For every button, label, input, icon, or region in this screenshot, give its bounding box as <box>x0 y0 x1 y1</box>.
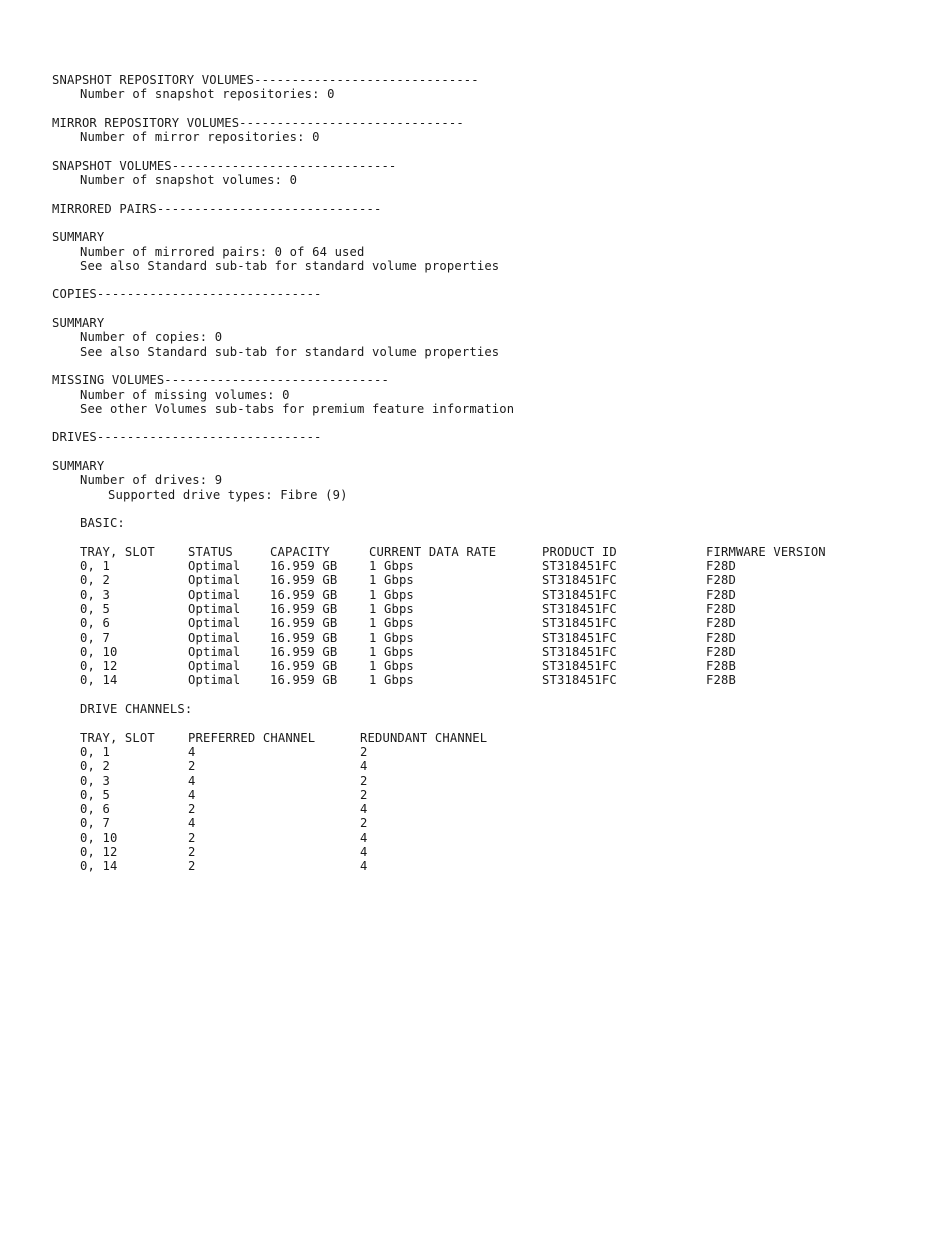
table-cell: F28D <box>706 644 736 659</box>
table-cell: Optimal <box>188 630 241 645</box>
table-cell: 16.959 GB <box>270 587 338 602</box>
table-cell: 2 <box>188 845 196 860</box>
table-cell: F28B <box>706 673 736 688</box>
table-cell: 2 <box>360 773 368 788</box>
table-cell: Optimal <box>188 559 241 574</box>
table-cell: 2 <box>360 816 368 831</box>
table-cell: 1 Gbps <box>369 573 414 588</box>
table-cell: 1 Gbps <box>369 659 414 674</box>
table-row <box>80 802 932 816</box>
column-header: CURRENT DATA RATE <box>369 544 497 559</box>
table-cell: 2 <box>188 859 196 874</box>
table-cell: F28D <box>706 573 736 588</box>
table-cell: 2 <box>360 787 368 802</box>
drive-channels-label: DRIVE CHANNELS: <box>80 702 193 717</box>
table-cell: F28D <box>706 559 736 574</box>
table-cell: 0, 5 <box>80 601 110 616</box>
table-row <box>80 759 932 773</box>
table-cell: 0, 7 <box>80 816 110 831</box>
table-cell: 0, 1 <box>80 744 110 759</box>
mirrored-pairs-see-also: See also Standard sub-tab for standard volume properties <box>80 258 500 273</box>
copies-summary-label: SUMMARY <box>52 316 105 331</box>
channels-table-header <box>80 731 932 745</box>
table-cell: 4 <box>360 859 368 874</box>
table-cell: 4 <box>360 802 368 817</box>
table-cell: 16.959 GB <box>270 644 338 659</box>
missing-volumes-heading: MISSING VOLUMES------------------------------ <box>52 373 389 388</box>
table-cell: Optimal <box>188 573 241 588</box>
drive-channels-table <box>52 731 932 874</box>
table-cell: 0, 10 <box>80 644 118 659</box>
table-cell: 4 <box>188 816 196 831</box>
column-header: STATUS <box>188 544 233 559</box>
table-cell: 4 <box>188 787 196 802</box>
table-cell: 0, 7 <box>80 630 110 645</box>
table-cell: 4 <box>188 773 196 788</box>
mirror-repository-count: Number of mirror repositories: 0 <box>80 130 320 145</box>
mirrored-pairs-heading: MIRRORED PAIRS------------------------------ <box>52 201 382 216</box>
table-cell: Optimal <box>188 601 241 616</box>
table-cell: F28D <box>706 616 736 631</box>
table-row <box>80 673 932 687</box>
copies-see-also: See also Standard sub-tab for standard volume properties <box>80 344 500 359</box>
column-header: CAPACITY <box>270 544 330 559</box>
table-cell: 0, 6 <box>80 616 110 631</box>
table-cell: Optimal <box>188 616 241 631</box>
table-cell: 16.959 GB <box>270 673 338 688</box>
table-row <box>80 616 932 630</box>
table-cell: 2 <box>188 759 196 774</box>
missing-volumes-count: Number of missing volumes: 0 <box>80 387 290 402</box>
table-cell: 0, 6 <box>80 802 110 817</box>
table-cell: 1 Gbps <box>369 673 414 688</box>
table-cell: F28D <box>706 601 736 616</box>
column-header: REDUNDANT CHANNEL <box>360 730 488 745</box>
table-cell: 16.959 GB <box>270 601 338 616</box>
table-cell: 1 Gbps <box>369 616 414 631</box>
table-row <box>80 816 932 830</box>
drives-types: Supported drive types: Fibre (9) <box>108 487 348 502</box>
table-cell: ST318451FC <box>542 573 617 588</box>
table-cell: ST318451FC <box>542 559 617 574</box>
table-row <box>80 659 932 673</box>
snapshot-repository-count: Number of snapshot repositories: 0 <box>80 87 335 102</box>
table-row <box>80 774 932 788</box>
table-row <box>80 559 932 573</box>
column-header: FIRMWARE VERSION <box>706 544 826 559</box>
table-cell: 2 <box>188 830 196 845</box>
table-cell: Optimal <box>188 587 241 602</box>
column-header: PREFERRED CHANNEL <box>188 730 316 745</box>
basic-drive-table <box>52 545 932 688</box>
mirror-repository-heading: MIRROR REPOSITORY VOLUMES------------------------------ <box>52 115 464 130</box>
table-row <box>80 602 932 616</box>
table-cell: ST318451FC <box>542 601 617 616</box>
table-cell: 16.959 GB <box>270 616 338 631</box>
table-cell: 0, 10 <box>80 830 118 845</box>
mirrored-pairs-count: Number of mirrored pairs: 0 of 64 used <box>80 244 365 259</box>
basic-table-header <box>80 545 932 559</box>
storage-profile-report <box>52 73 932 874</box>
drives-summary-label: SUMMARY <box>52 459 105 474</box>
copies-count: Number of copies: 0 <box>80 330 223 345</box>
table-cell: Optimal <box>188 659 241 674</box>
table-cell: 0, 2 <box>80 759 110 774</box>
snapshot-volumes-count: Number of snapshot volumes: 0 <box>80 173 298 188</box>
table-cell: 16.959 GB <box>270 559 338 574</box>
table-cell: ST318451FC <box>542 644 617 659</box>
table-cell: 1 Gbps <box>369 630 414 645</box>
table-cell: 0, 14 <box>80 859 118 874</box>
table-row <box>80 588 932 602</box>
table-row <box>80 859 932 873</box>
table-cell: 0, 12 <box>80 659 118 674</box>
table-cell: 0, 12 <box>80 845 118 860</box>
table-cell: 1 Gbps <box>369 587 414 602</box>
table-cell: ST318451FC <box>542 659 617 674</box>
table-cell: 1 Gbps <box>369 559 414 574</box>
table-cell: Optimal <box>188 644 241 659</box>
table-cell: 0, 5 <box>80 787 110 802</box>
table-row <box>80 631 932 645</box>
table-cell: 16.959 GB <box>270 573 338 588</box>
copies-heading: COPIES------------------------------ <box>52 287 322 302</box>
table-cell: 1 Gbps <box>369 601 414 616</box>
table-row <box>80 788 932 802</box>
missing-volumes-see-other: See other Volumes sub-tabs for premium feature information <box>80 401 515 416</box>
table-cell: 16.959 GB <box>270 659 338 674</box>
table-cell: 0, 3 <box>80 587 110 602</box>
table-cell: ST318451FC <box>542 616 617 631</box>
table-cell: F28D <box>706 630 736 645</box>
table-cell: F28D <box>706 587 736 602</box>
table-cell: 2 <box>188 802 196 817</box>
table-cell: ST318451FC <box>542 673 617 688</box>
column-header: TRAY, SLOT <box>80 544 155 559</box>
drives-count: Number of drives: 9 <box>80 473 223 488</box>
snapshot-repository-heading: SNAPSHOT REPOSITORY VOLUMES------------------------------ <box>52 73 479 87</box>
table-cell: 4 <box>360 830 368 845</box>
snapshot-volumes-heading: SNAPSHOT VOLUMES------------------------------ <box>52 158 397 173</box>
mirrored-pairs-summary-label: SUMMARY <box>52 230 105 245</box>
table-row <box>80 645 932 659</box>
table-row <box>80 745 932 759</box>
table-row <box>80 845 932 859</box>
table-cell: Optimal <box>188 673 241 688</box>
table-cell: 0, 3 <box>80 773 110 788</box>
drives-heading: DRIVES------------------------------ <box>52 430 322 445</box>
table-cell: ST318451FC <box>542 587 617 602</box>
table-cell: 4 <box>360 845 368 860</box>
table-cell: 0, 2 <box>80 573 110 588</box>
table-cell: ST318451FC <box>542 630 617 645</box>
table-cell: 0, 1 <box>80 559 110 574</box>
table-cell: 4 <box>360 759 368 774</box>
column-header: PRODUCT ID <box>542 544 617 559</box>
table-cell: F28B <box>706 659 736 674</box>
basic-label: BASIC: <box>80 516 125 531</box>
table-cell: 2 <box>360 744 368 759</box>
table-row <box>80 831 932 845</box>
table-cell: 0, 14 <box>80 673 118 688</box>
column-header: TRAY, SLOT <box>80 730 155 745</box>
table-cell: 16.959 GB <box>270 630 338 645</box>
table-cell: 4 <box>188 744 196 759</box>
table-row <box>80 573 932 587</box>
table-cell: 1 Gbps <box>369 644 414 659</box>
